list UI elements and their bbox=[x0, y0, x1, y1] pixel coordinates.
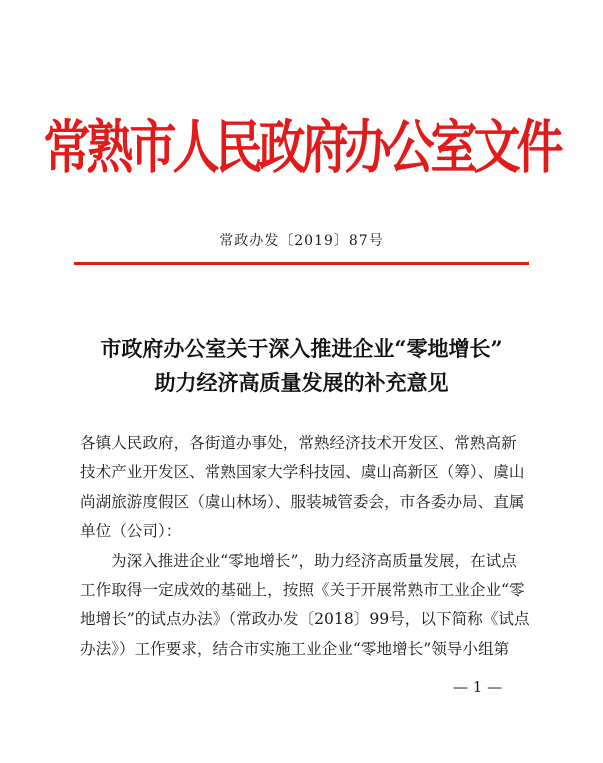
body-line: 为深入推进企业“零地增长”，助力经济高质量发展，在试点 bbox=[111, 551, 517, 570]
body-line: 单位（公司）： bbox=[80, 522, 182, 541]
body-line: 尚湖旅游度假区（虞山林场）、服装城管委会，市各委办局、直属 bbox=[80, 492, 525, 511]
page-number: — 1 — bbox=[453, 678, 503, 696]
issuer-header: 常熟市人民政府办公室文件 bbox=[43, 114, 560, 182]
title-line-1: 市政府办公室关于深入推进企业“零地增长” bbox=[100, 336, 503, 361]
body-line: 技术产业开发区、常熟国家大学科技园、虞山高新区（筹）、虞山 bbox=[80, 463, 525, 482]
body-line: 地增长”的试点办法》（常政办发〔2018〕99号，以下简称《试点 bbox=[80, 610, 530, 629]
document-number: 常政办发〔2019〕87号 bbox=[219, 233, 384, 249]
body-text bbox=[80, 429, 535, 664]
body-line: 办法》）工作要求，结合市实施工业企业“零地增长”领导小组第 bbox=[80, 639, 510, 658]
red-divider-rule bbox=[74, 262, 529, 265]
body-line: 各镇人民政府，各街道办事处，常熟经济技术开发区、常熟高新 bbox=[80, 434, 517, 452]
body-line: 工作取得一定成效的基础上，按照《关于开展常熟市工业企业“零 bbox=[80, 580, 525, 599]
title-line-2: 助力经济高质量发展的补充意见 bbox=[154, 370, 449, 395]
document-title bbox=[60, 332, 543, 400]
